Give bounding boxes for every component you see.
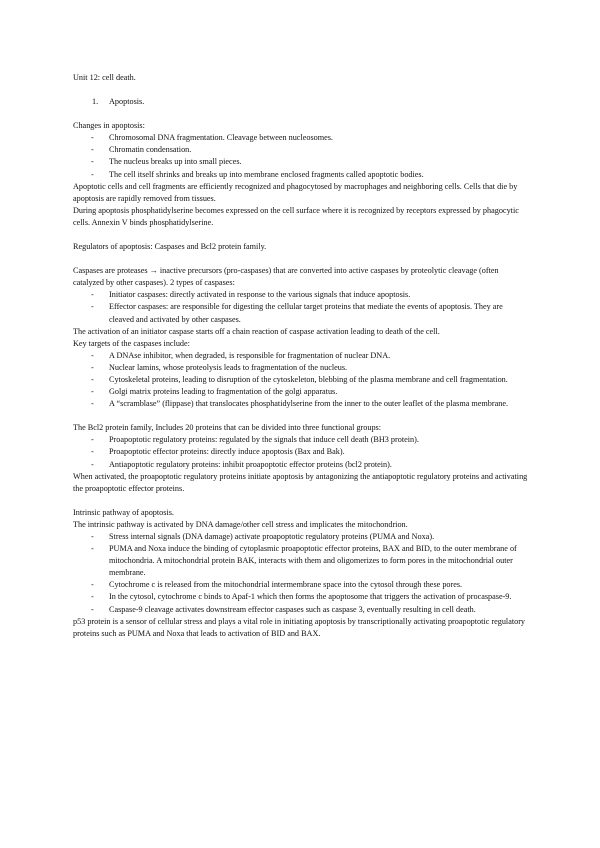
section-title: Apoptosis. [109,97,145,107]
bullet-marker: - [91,157,94,167]
list-item [73,132,528,144]
document-body [73,72,528,640]
intrinsic-heading: Intrinsic pathway of apoptosis. [73,507,174,517]
list-item-text: A DNAse inhibitor, when degraded, is responsible for fragmentation of nuclear DNA. [109,350,391,360]
bullet-marker: - [91,580,94,590]
bullet-marker: - [91,544,94,554]
paragraph: During apoptosis phosphatidylserine becomes expressed on the cell surface where it is recognized by receptors expressed by phagocytic cells. Annexin V binds phosphatidylserine. [73,205,519,227]
bullet-marker: - [91,290,94,300]
caspase-types-list [73,289,528,325]
list-item [73,579,528,591]
list-item [73,459,528,471]
list-item-text: Effector caspases: are responsible for digesting the cellular target proteins that mediate the events of apoptosis. They are cleaved and activated by other caspases. [109,302,503,324]
paragraph: The Bcl2 protein family, Includes 20 proteins that can be divided into three functional groups: [73,423,382,433]
list-item [73,374,528,386]
list-item-text: Chromatin condensation. [109,145,192,155]
bullet-marker: - [91,399,94,409]
changes-heading: Changes in apoptosis: [73,121,145,131]
bcl2-groups-list [73,434,528,470]
paragraph: Caspases are proteases → inactive precursors (pro-caspases) that are converted into active caspases by proteolytic cleavage (often catalyzed by other caspases). 2 types of caspases: [73,266,499,288]
intrinsic-steps-list [73,531,528,616]
bullet-marker: - [91,145,94,155]
list-item [73,301,528,325]
paragraph: The intrinsic pathway is activated by DNA damage/other cell stress and implicates the mitochondrion. [73,519,408,529]
page-title: Unit 12: cell death. [73,73,136,82]
list-item-text: A “scramblase” (flippase) that translocates phosphatidylserine from the inner to the outer leaflet of the plasma membrane. [109,399,508,409]
bullet-marker: - [91,532,94,541]
bullet-marker: - [91,604,94,614]
list-item [73,386,528,398]
list-item-text: The cell itself shrinks and breaks up into membrane enclosed fragments called apoptotic bodies. [109,169,424,179]
caspase-targets-list [73,350,528,410]
paragraph: p53 protein is a sensor of cellular stress and plays a vital role in initiating apoptosis by transcriptionally activating proapoptotic regulatory proteins such as PUMA and Noxa that leads to activation of BID and BAX. [73,616,526,638]
section-number: 1. [92,97,99,107]
list-item-text: Proapoptotic effector proteins: directly induce apoptosis (Bax and Bak). [109,447,345,457]
bullet-marker: - [91,302,94,312]
list-item [73,543,528,579]
bullet-marker: - [91,374,94,384]
list-item-text: In the cytosol, cytochrome c binds to Apaf-1 which then forms the apoptosome that triggers the activation of procaspase-9. [109,592,512,602]
list-item [73,156,528,168]
list-item [73,362,528,374]
list-item [73,591,528,603]
list-item-text: The nucleus breaks up into small pieces. [109,157,242,167]
bullet-marker: - [91,459,94,469]
list-item [73,169,528,181]
list-item [73,531,528,543]
paragraph: When activated, the proapoptotic regulatory proteins initiate apoptosis by antagonizing the antiapoptotic regulatory proteins and activating the proapoptotic effector proteins. [73,471,528,493]
list-item-text: PUMA and Noxa induce the binding of cytoplasmic proapoptotic effector proteins, BAX and BID, to the outer membrane of mitochondria. A mitochondrial protein BAK, interacts with them and oligomerizes to form pores in the mitochondrial outer membrane. [109,544,517,578]
bullet-marker: - [91,169,94,179]
bullet-marker: - [91,447,94,457]
list-item-text: Proapoptotic regulatory proteins: regulated by the signals that induce cell death (BH3 protein). [109,435,419,445]
list-item-text: Nuclear lamins, whose proteolysis leads to fragmentation of the nucleus. [109,362,348,372]
bullet-marker: - [91,387,94,397]
section-heading [92,96,528,108]
list-item [73,398,528,410]
list-item [73,350,528,362]
regulators-heading: Regulators of apoptosis: Caspases and Bcl2 protein family. [73,242,267,252]
bullet-marker: - [91,435,94,445]
bullet-marker: - [91,592,94,602]
list-item-text: Golgi matrix proteins leading to fragmentation of the golgi apparatus. [109,387,338,397]
list-item-text: Cytoskeletal proteins, leading to disruption of the cytoskeleton, blebbing of the plasma membrane and cell fragmentation. [109,374,508,384]
bullet-marker: - [91,133,94,143]
list-item [73,604,528,616]
paragraph: Apoptotic cells and cell fragments are efficiently recognized and phagocytosed by macrophages and neighboring cells. Cells that die by apoptosis are rapidly removed from tissues. [73,181,518,203]
list-item-text: Caspase-9 cleavage activates downstream effector caspases such as caspase 3, eventually resulting in cell death. [109,604,476,614]
list-item-text: Cytochrome c is released from the mitochondrial intermembrane space into the cytosol through these pores. [109,580,463,590]
bullet-marker: - [91,350,94,360]
changes-list [73,132,528,180]
list-item-text: Initiator caspases: directly activated in response to the various signals that induce apoptosis. [109,290,411,300]
paragraph: Key targets of the caspases include: [73,338,190,348]
list-item [73,289,528,301]
paragraph: The activation of an initiator caspase starts off a chain reaction of caspase activation leading to death of the cell. [73,326,440,336]
list-item-text: Stress internal signals (DNA damage) activate proapoptotic regulatory proteins (PUMA and Noxa). [109,532,435,541]
list-item-text: Antiapoptotic regulatory proteins: inhibit proapoptotic effector proteins (bcl2 protein). [109,459,392,469]
list-item-text: Chromosomal DNA fragmentation. Cleavage between nucleosomes. [109,133,333,143]
list-item [73,144,528,156]
list-item [73,446,528,458]
list-item [73,434,528,446]
bullet-marker: - [91,362,94,372]
